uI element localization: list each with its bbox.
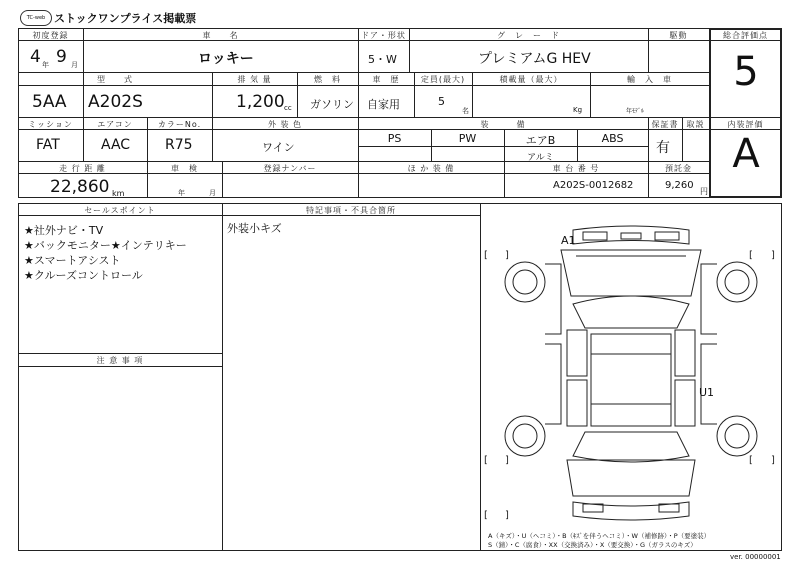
grade: プレミアムG HEV: [478, 51, 591, 67]
ext-color-label: 外 装 色: [267, 120, 303, 129]
import-label: 輸 入 車: [627, 75, 672, 84]
svg-text:[: [: [484, 250, 488, 261]
price-label: 預託金: [665, 164, 692, 173]
history: 自家用: [367, 98, 400, 111]
overall-score: 5: [733, 49, 759, 95]
svg-text:]: ]: [771, 455, 775, 466]
door-shape: 5・W: [368, 53, 397, 66]
capacity-label: 定員(最大): [420, 75, 466, 84]
first-reg-label: 初度登録: [32, 31, 69, 40]
inspection-year-unit: 年: [178, 189, 185, 197]
notes-label: 特記事項・不具合箇所: [306, 206, 396, 215]
chassis-no-label: 車 台 番 号: [552, 164, 600, 173]
svg-text:]: ]: [505, 250, 509, 261]
legend-line-2: S（錆）・C（腐食）・XX（交換済み）・X（要交換）・G（ガラスのキズ）: [488, 541, 697, 549]
manual-label: 取説: [686, 120, 705, 129]
svg-text:[: [: [484, 455, 488, 466]
svg-text:[: [: [749, 455, 753, 466]
svg-text:[: [: [749, 250, 753, 261]
sales-points-label: セールスポイント: [84, 206, 156, 215]
legend-line-1: A（キズ）・U（ヘコミ）・B（ｷｽﾞを伴うヘコミ）・W（補修跡）・P（要塗装）: [488, 532, 711, 540]
equip-ps: PS: [387, 132, 402, 145]
first-reg-month: 9: [56, 47, 67, 67]
cc-unit: cc: [284, 104, 292, 112]
car-damage-diagram: [481, 204, 781, 550]
kg-unit: Kg: [573, 106, 583, 114]
interior-score: A: [732, 131, 760, 177]
chassis-no: A202S-0012682: [553, 180, 634, 191]
price: 9,260: [665, 180, 694, 191]
notes-text: 外装小キズ: [227, 222, 282, 235]
overall-score-label: 総合評価点: [723, 31, 768, 40]
sales-point-2: ★バックモニター★インテリキー: [24, 239, 187, 252]
svg-text:]: ]: [771, 250, 775, 261]
equip-pw: PW: [458, 132, 477, 145]
fuel-label: 燃 料: [314, 75, 341, 84]
damage-mark-u1: U1: [699, 386, 715, 399]
mission-label: ミッション: [28, 120, 73, 129]
year-unit: 年: [42, 61, 49, 69]
sales-point-4: ★クルーズコントロール: [24, 269, 143, 282]
sales-point-3: ★スマートアシスト: [24, 254, 121, 267]
equip-airbag: エアB: [525, 134, 556, 147]
inspection-label: 車 検: [171, 164, 198, 173]
color-no-label: カラーNo.: [157, 120, 202, 129]
inspection-month-unit: 月: [209, 189, 216, 197]
load-label: 積載量（最大）: [499, 75, 563, 84]
model-code: 5AA: [32, 92, 67, 112]
warranty: 有: [656, 140, 670, 156]
interior-score-label: 内装評価: [727, 120, 764, 129]
door-shape-label: ドア・形状: [361, 31, 406, 40]
tc-web-logo: TC-web: [20, 10, 52, 26]
first-reg-year: 4: [30, 47, 41, 67]
other-equipment-label: ほ か 装 備: [407, 164, 455, 173]
fuel: ガソリン: [310, 98, 354, 111]
version: ver. 00000001: [730, 553, 781, 561]
persons-unit: 名: [462, 107, 469, 115]
equipment-label: 装 備: [480, 120, 526, 129]
model-label: 型 式: [97, 75, 133, 84]
aircon: AAC: [101, 137, 131, 153]
km-unit: km: [112, 189, 125, 198]
svg-text:]: ]: [505, 510, 509, 521]
caution-label: 注 意 事 項: [96, 356, 144, 365]
history-label: 車 歴: [372, 75, 400, 84]
sales-point-1: ★社外ナビ・TV: [24, 224, 104, 237]
aircon-label: エアコン: [97, 120, 133, 129]
grade-label: グ レ ー ド: [497, 31, 560, 40]
equip-abs: ABS: [601, 132, 624, 145]
svg-text:]: ]: [505, 455, 509, 466]
mission: FAT: [36, 137, 60, 153]
displacement-label: 排 気 量: [237, 75, 272, 84]
damage-mark-a1: A1: [561, 234, 576, 247]
svg-text:[: [: [484, 510, 488, 521]
capacity: 5: [438, 95, 445, 108]
warranty-label: 保証書: [651, 120, 679, 129]
equip-alumi: アルミ: [527, 153, 554, 163]
car-name-label: 車 名: [202, 31, 239, 40]
reg-number-label: 登録ナンバー: [263, 164, 317, 173]
displacement: 1,200: [236, 92, 285, 112]
mileage-label: 走 行 距 離: [59, 164, 106, 173]
color-no: R75: [165, 137, 193, 153]
month-unit: 月: [71, 61, 78, 69]
drive-label: 駆動: [669, 31, 688, 40]
form-title: ストックワンプライス掲載票: [54, 12, 197, 25]
car-name: ロッキー: [198, 51, 254, 67]
import-year-unit: 年ﾓﾃﾞﾙ: [626, 108, 645, 115]
mileage: 22,860: [50, 177, 110, 197]
ext-color: ワイン: [262, 141, 295, 154]
model: A202S: [88, 92, 143, 112]
yen-unit: 円: [700, 187, 708, 196]
